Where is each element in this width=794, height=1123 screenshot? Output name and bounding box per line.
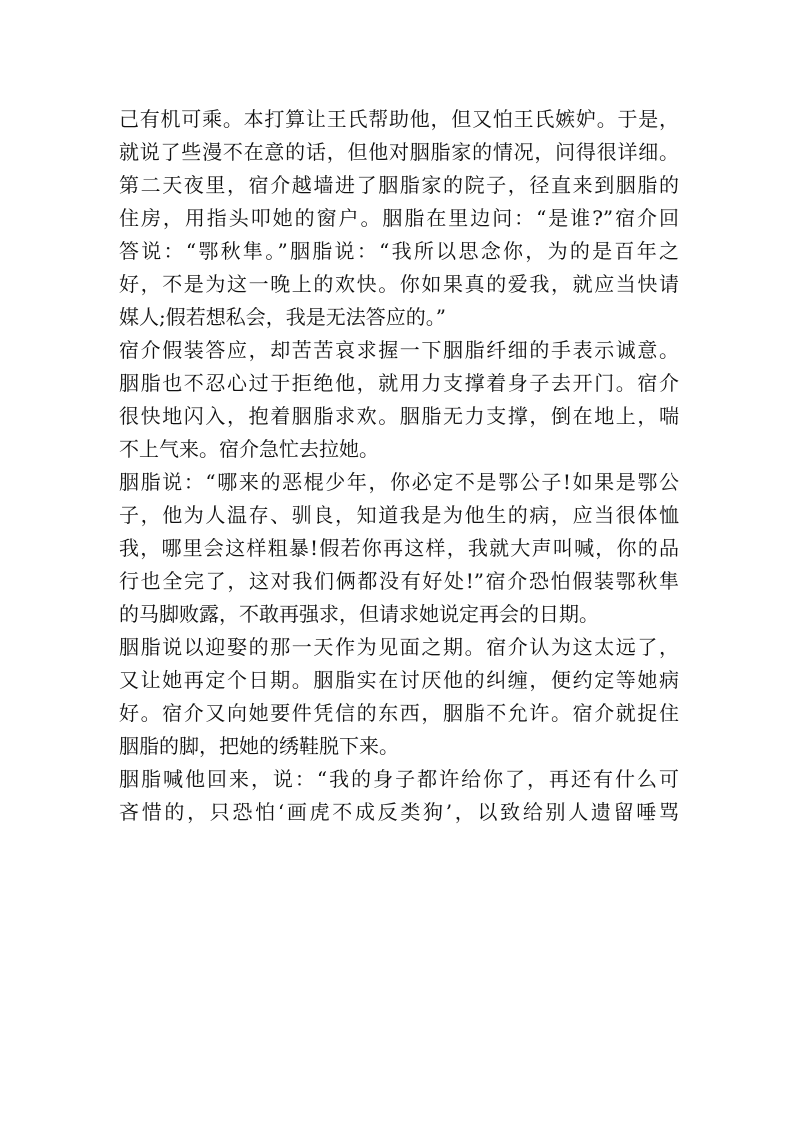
document-body — [119, 103, 679, 829]
text-line-12: 胭脂说：“哪来的恶棍少年，你必定不是鄂公子!如果是鄂公 — [119, 470, 679, 494]
text-line-15: 行也全完了，这对我们俩都没有好处!”宿介恐怕假装鄂秋隼 — [119, 569, 679, 593]
text-line-21: 胭脂喊他回来，说：“我的身子都许给你了，再还有什么可 — [119, 767, 679, 791]
text-line-22: 吝惜的，只恐怕‘画虎不成反类狗’，以致给别人遗留唾骂 — [119, 800, 679, 824]
text-line-6: 好，不是为这一晚上的欢快。你如果真的爱我，就应当快请 — [119, 272, 679, 296]
text-line-4: 住房，用指头叩她的窗户。胭脂在里边问：“是谁?”宿介回 — [119, 206, 679, 230]
text-line-19: 好。宿介又向她要件凭信的东西，胭脂不允许。宿介就捉住 — [119, 701, 679, 725]
text-line-8: 宿介假装答应，却苦苦哀求握一下胭脂纤细的手表示诚意。 — [119, 338, 679, 362]
text-line-11: 不上气来。宿介急忙去拉她。 — [119, 437, 379, 461]
text-line-1: 己有机可乘。本打算让王氏帮助他，但又怕王氏嫉妒。于是， — [119, 107, 679, 131]
text-line-16: 的马脚败露，不敢再强求，但请求她说定再会的日期。 — [119, 602, 599, 626]
text-line-18: 又让她再定个日期。胭脂实在讨厌他的纠缠，便约定等她病 — [119, 668, 679, 692]
text-line-7: 媒人;假若想私会，我是无法答应的。” — [119, 305, 446, 329]
text-line-9: 胭脂也不忍心过于拒绝他，就用力支撑着身子去开门。宿介 — [119, 371, 679, 395]
text-line-2: 就说了些漫不在意的话，但他对胭脂家的情况，问得很详细。 — [119, 140, 679, 164]
text-line-5: 答说：“鄂秋隼。”胭脂说：“我所以思念你，为的是百年之 — [119, 239, 679, 263]
text-line-20: 胭脂的脚，把她的绣鞋脱下来。 — [119, 734, 399, 758]
text-line-17: 胭脂说以迎娶的那一天作为见面之期。宿介认为这太远了， — [119, 635, 679, 659]
text-line-13: 子，他为人温存、驯良，知道我是为他生的病，应当很体恤 — [119, 503, 679, 527]
text-line-14: 我，哪里会这样粗暴!假若你再这样，我就大声叫喊，你的品 — [119, 536, 679, 560]
text-line-3: 第二天夜里，宿介越墙进了胭脂家的院子，径直来到胭脂的 — [119, 173, 679, 197]
text-line-10: 很快地闪入，抱着胭脂求欢。胭脂无力支撑，倒在地上，喘 — [119, 404, 679, 428]
